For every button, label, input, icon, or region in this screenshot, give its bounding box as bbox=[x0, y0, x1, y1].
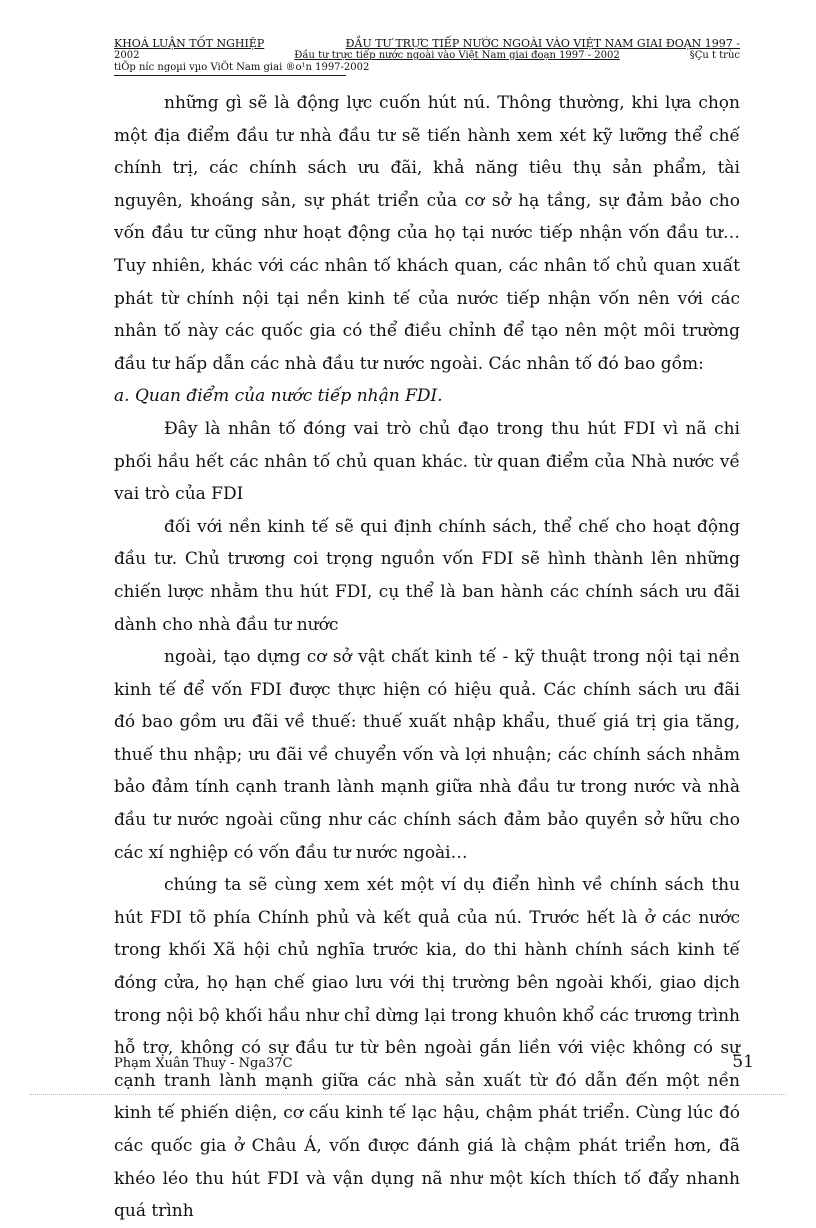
paragraph-1: những gì sẽ là động lực cuốn hút nú. Thông thường, khi lựa chọn một địa điểm đầu tư nhà đầu tư sẽ tiến hành xem xét kỹ lưỡng thể chế chính trị, các chính sách ưu đãi, khả năng tiêu thụ sản phẩm, tài nguyên, khoáng sản, sự phát triển của cơ sở hạ tầng, sự đảm bảo cho vốn đầu tư cũng như hoạt động của họ tại nước tiếp nhận vốn đầu tư… Tuy nhiên, khác với các nhân tố khách quan, các nhân tố chủ quan xuất phát từ chính nội tại nền kinh tế của nước tiếp nhận vốn nên với các nhân tố này các quốc gia có thể điều chỉnh để tạo nên một môi trường đầu tư hấp dẫn các nhà đầu tư nước ngoài. Các nhân tố đó bao gồm: bbox=[114, 93, 740, 374]
header-garbled-right: §Çu t trùc bbox=[689, 50, 740, 61]
page-bottom-divider bbox=[30, 1094, 786, 1095]
page-header bbox=[114, 38, 740, 76]
header-subtitle: Đầu tư trực tiếp nước ngoài vào Việt Nam giai đoạn 1997 - 2002 bbox=[294, 50, 620, 61]
header-row bbox=[114, 38, 740, 50]
page-number: 51 bbox=[732, 1052, 754, 1072]
section-heading: a. Quan điểm của nước tiếp nhận FDI. bbox=[114, 386, 443, 407]
header-garbled-line: tiÕp níc ngoµi vµo ViÖt Nam giai ®o¹n 1997-2002 bbox=[114, 62, 370, 73]
header-rule bbox=[114, 75, 346, 76]
footer-author: Phạm Xuân Thuy - Nga37C bbox=[114, 1056, 293, 1071]
paragraph-4: ngoài, tạo dựng cơ sở vật chất kinh tế - kỹ thuật trong nội tại nền kinh tế để vốn FDI được thực hiện có hiệu quả. Các chính sách ưu đãi đó bao gồm ưu đãi về thuế: thuế xuất nhập khẩu, thuế giá trị gia tăng, thuế thu nhập; ưu đãi về chuyển vốn và lợi nhuận; các chính sách nhằm bảo đảm tính cạnh tranh lành mạnh giữa nhà đầu tư trong nước và nhà đầu tư nước ngoài cũng như các chính sách đảm bảo quyền sở hữu cho các xí nghiệp có vốn đầu tư nước ngoài… bbox=[114, 647, 740, 863]
paragraph-3: đối với nền kinh tế sẽ qui định chính sách, thể chế cho hoạt động đầu tư. Chủ trương coi trọng nguồn vốn FDI sẽ hình thành lên những chiến lược nhằm thu hút FDI, cụ thể là ban hành các chính sách ưu đãi dành cho nhà đầu tư nước bbox=[114, 516, 740, 635]
header-year: 2002 bbox=[114, 50, 140, 61]
header-topic-title: ĐẦU TƯ TRỰC TIẾP NƯỚC NGOÀI VÀO VIỆT NAM GIAI ĐOẠN 1997 - bbox=[345, 37, 740, 50]
paragraph-5: chúng ta sẽ cùng xem xét một ví dụ điển hình về chính sách thu hút FDI tõ phía Chính phủ và kết quả của nú. Trước hết là ở các nước trong khối Xã hội chủ nghĩa trước kia, do thi hành chính sách kinh tế đóng cửa, họ hạn chế giao lưu với thị trường bên ngoài khối, giao dịch trong nội bộ khối hầu như chỉ dừng lại trong khuôn khổ các trương trình hỗ trợ, không có sự đầu tư từ bên ngoài gắn liền với việc không có sự cạnh tranh lành mạnh giữa các nhà sản xuất từ đó dẫn đến một nền kinh tế phiến diện, cơ cấu kinh tế lạc hậu, chậm phát triển. Cùng lúc đó các quốc gia ở Châu Á, vốn được đánh giá là chậm phát triển hơn, đã khéo léo thu hút FDI và vận dụng nã như một kích thích tố đẩy nhanh quá trình bbox=[114, 875, 740, 1222]
paragraph-2: Đây là nhân tố đóng vai trò chủ đạo trong thu hút FDI vì nã chi phối hầu hết các nhân tố chủ quan khác. từ quan điểm của Nhà nước về vai trò của FDI bbox=[114, 418, 740, 505]
page-footer bbox=[114, 1052, 754, 1072]
header-row-2 bbox=[114, 50, 740, 62]
header-thesis-label: KHOÁ LUẬN TỐT NGHIỆP bbox=[114, 37, 265, 50]
